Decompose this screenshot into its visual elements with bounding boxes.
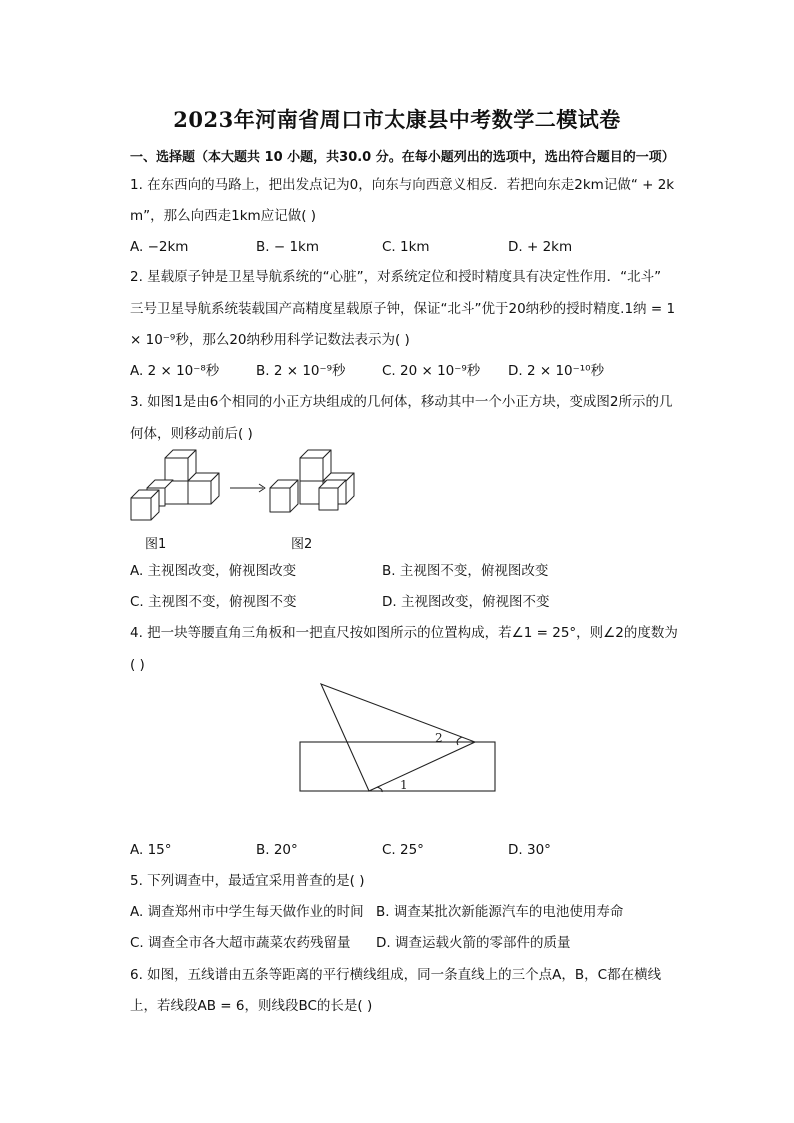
q4-option-a: A. 15°	[130, 842, 172, 858]
figure-1-cubes	[131, 450, 219, 520]
q2-line-1: 2. 星载原子钟是卫星导航系统的“心脏”，对系统定位和授时精度具有决定性作用．“北斗”	[130, 269, 662, 285]
q5-line-1: 5. 下列调查中，最适宜采用普查的是( )	[130, 873, 365, 889]
angle-2-label: 2	[435, 731, 443, 745]
q4-line-1: 4. 把一块等腰直角三角板和一把直尺按如图所示的位置构成，若∠1 = 25°，则∠2的度数为	[130, 625, 678, 641]
ruler	[300, 742, 495, 791]
q2-line-2: 三号卫星导航系统装载国产高精度星载原子钟，保证“北斗”优于20纳秒的授时精度.1纳 = 1	[130, 301, 676, 317]
q3-cube-figure	[125, 448, 365, 528]
q1-option-b: B. − 1km	[256, 239, 320, 255]
q1-option-a: A. −2km	[130, 239, 189, 255]
q2-option-d: D. 2 × 10⁻¹⁰秒	[508, 363, 605, 379]
q4-triangle-ruler-figure	[290, 676, 510, 801]
q2-option-c: C. 20 × 10⁻⁹秒	[382, 363, 481, 379]
q5-option-a: A. 调查郑州市中学生每天做作业的时间	[130, 904, 364, 920]
q4-line-2: ( )	[130, 657, 145, 673]
q3-option-b: B. 主视图不变，俯视图改变	[382, 563, 549, 579]
q4-option-b: B. 20°	[256, 842, 298, 858]
q1-line-1: 1. 在东西向的马路上，把出发点记为0，向东与向西意义相反．若把向东走2km记做“ + 2k	[130, 177, 675, 193]
q4-option-d: D. 30°	[508, 842, 551, 858]
q5-option-b: B. 调查某批次新能源汽车的电池使用寿命	[376, 904, 624, 920]
page-title: 2023年河南省周口市太康县中考数学二模试卷	[173, 107, 621, 132]
q6-line-2: 上，若线段AB = 6，则线段BC的长是( )	[130, 998, 373, 1014]
q1-line-2: m”，那么向西走1km应记做( )	[130, 208, 317, 224]
q3-line-2: 何体，则移动前后( )	[130, 426, 253, 442]
triangle	[321, 684, 475, 791]
q3-option-d: D. 主视图改变，俯视图不变	[382, 594, 550, 610]
q4-option-c: C. 25°	[382, 842, 424, 858]
q2-option-b: B. 2 × 10⁻⁹秒	[256, 363, 346, 379]
q3-option-c: C. 主视图不变，俯视图不变	[130, 594, 297, 610]
q3-line-1: 3. 如图1是由6个相同的小正方块组成的几何体，移动其中一个小正方块，变成图2所示的几	[130, 394, 673, 410]
q6-line-1: 6. 如图，五线谱由五条等距离的平行横线组成，同一条直线上的三个点A，B，C都在横线	[130, 967, 662, 983]
angle-1-label: 1	[400, 778, 408, 792]
q3-option-a: A. 主视图改变，俯视图改变	[130, 563, 297, 579]
q5-option-d: D. 调查运载火箭的零部件的质量	[376, 935, 571, 951]
q5-option-c: C. 调查全市各大超市蔬菜农药残留量	[130, 935, 351, 951]
figure-2-cubes	[270, 450, 354, 512]
q2-option-a: A. 2 × 10⁻⁸秒	[130, 363, 220, 379]
section-heading: 一、选择题（本大题共 10 小题，共30.0 分。在每小题列出的选项中，选出符合题目的一项）	[130, 150, 675, 165]
figure-2-caption: 图2	[291, 537, 313, 552]
q2-line-3: × 10⁻⁹秒，那么20纳秒用科学记数法表示为( )	[130, 332, 410, 348]
q1-option-d: D. + 2km	[508, 239, 573, 255]
figure-1-caption: 图1	[145, 537, 167, 552]
q1-option-c: C. 1km	[382, 239, 430, 255]
